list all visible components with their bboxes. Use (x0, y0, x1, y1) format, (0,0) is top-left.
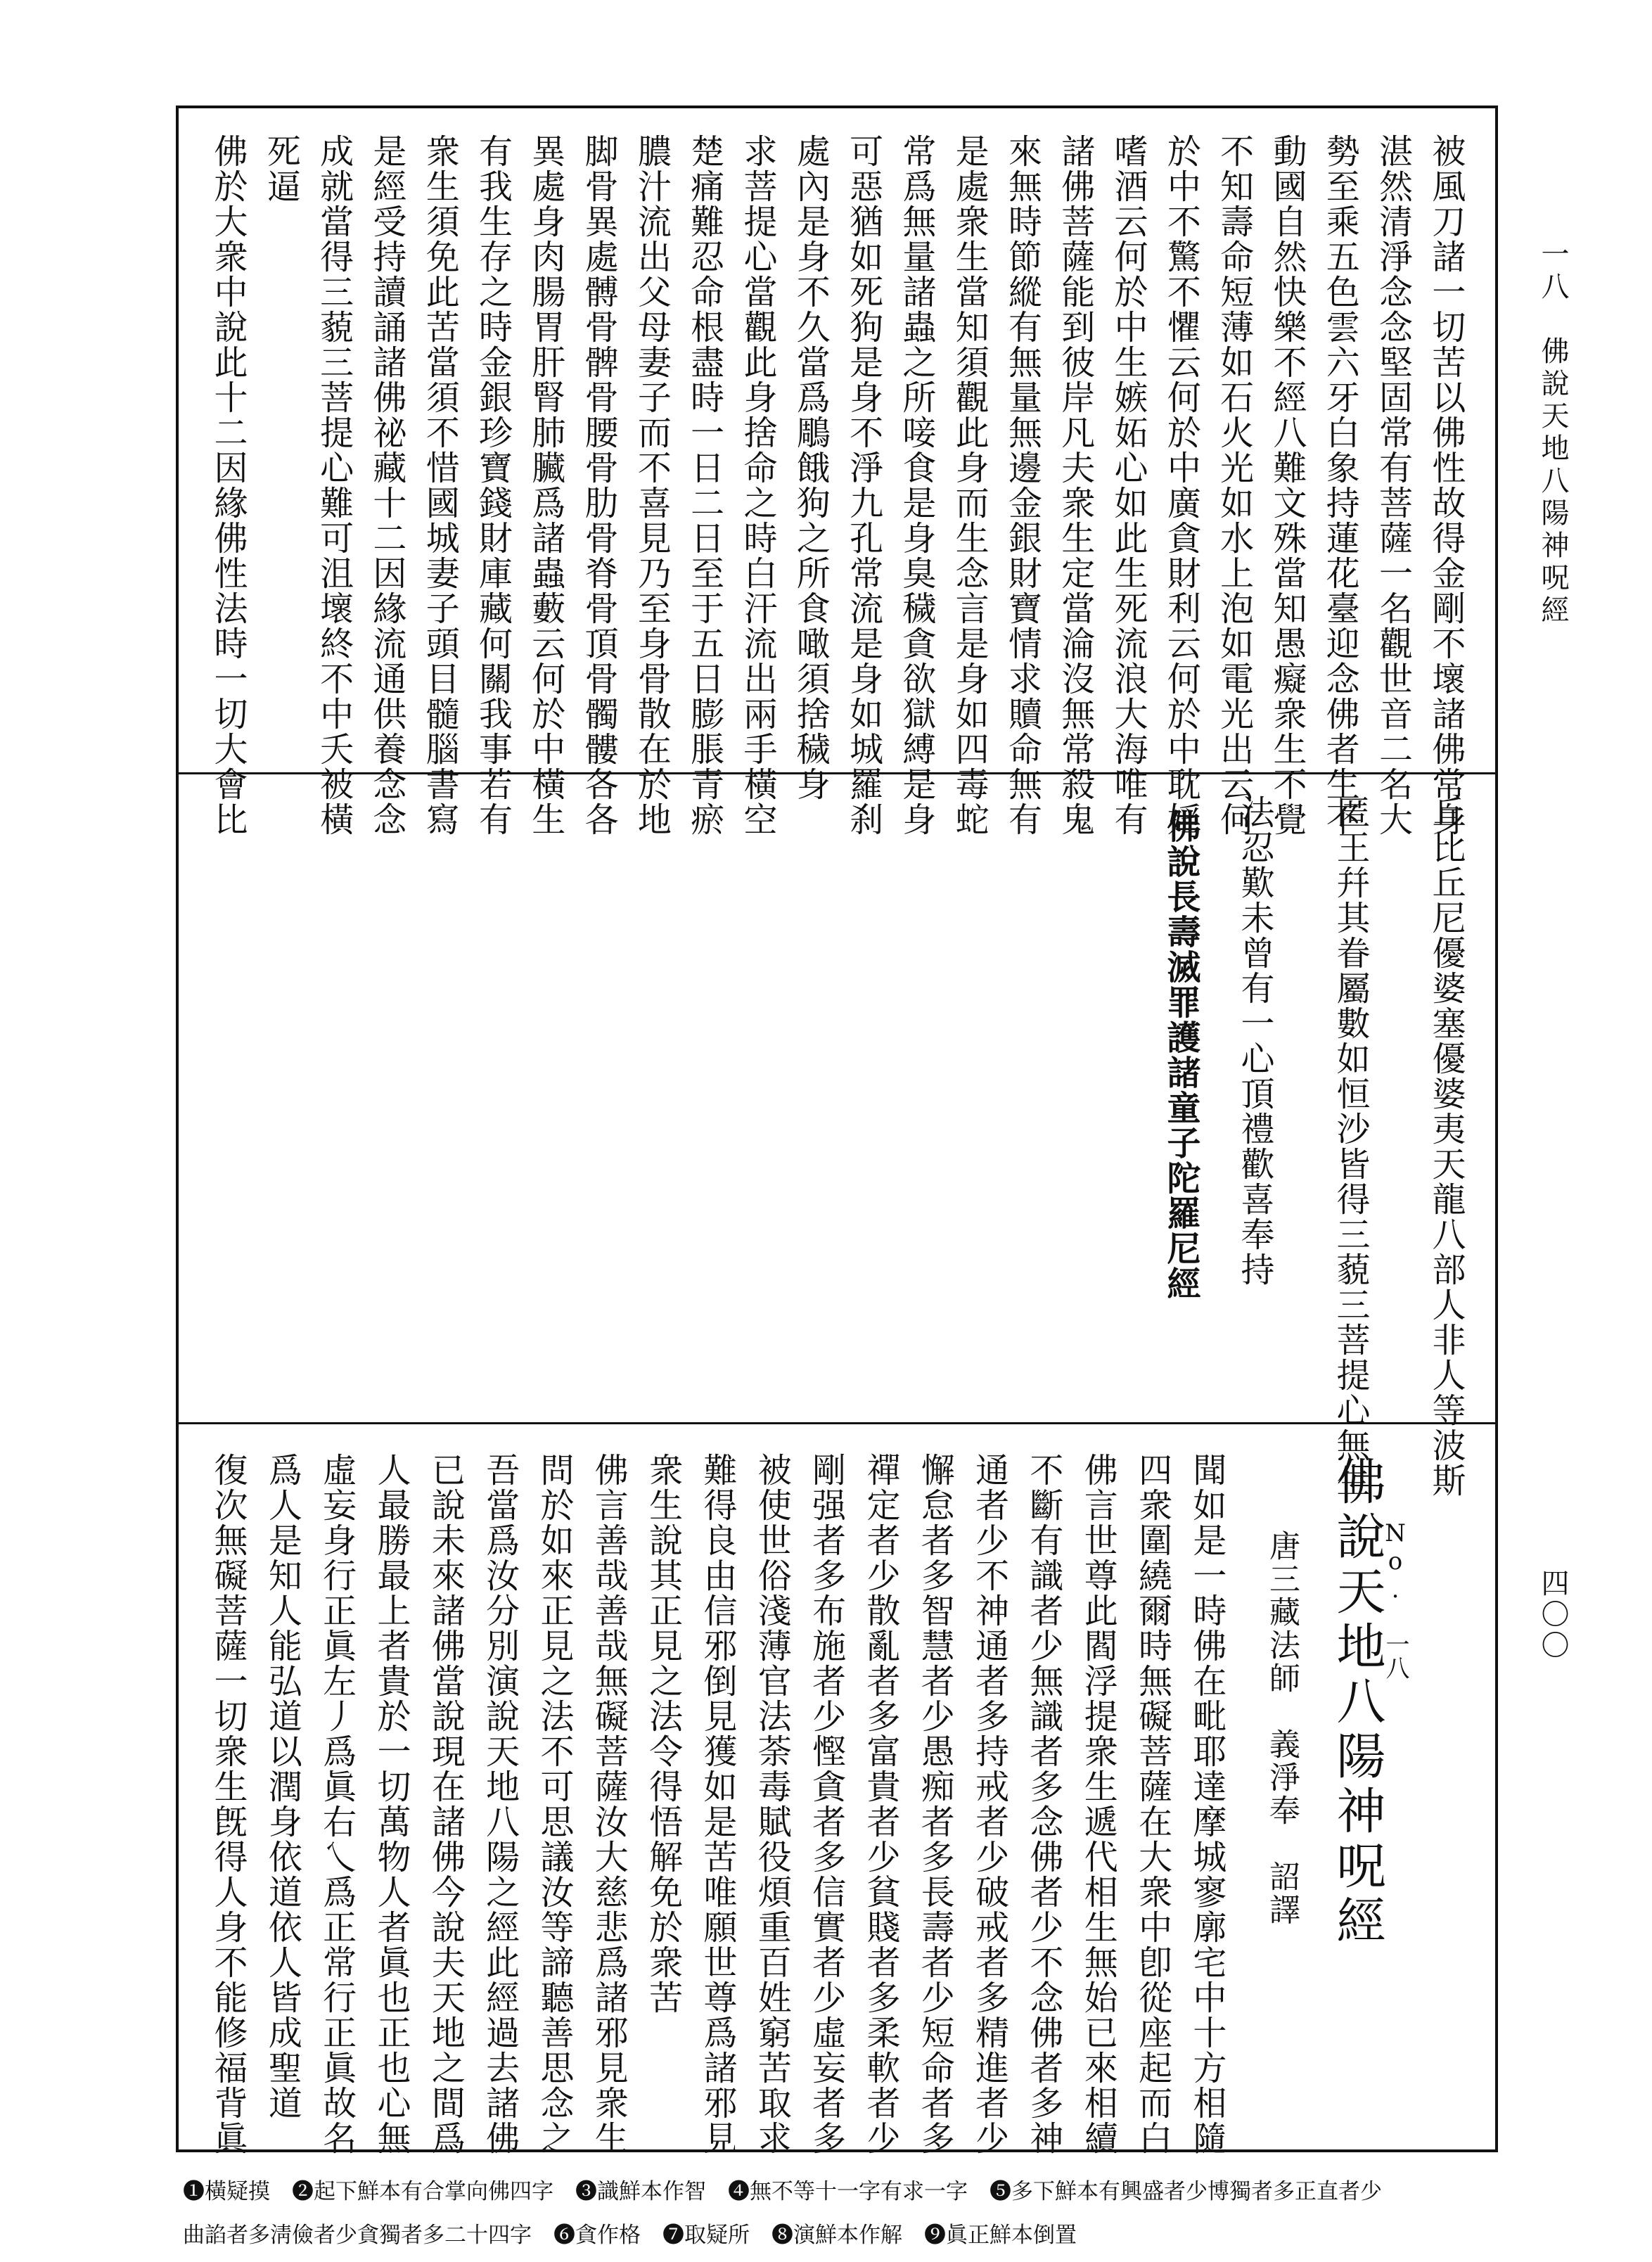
text-column: 復次無礙菩薩一切衆生旣得人身不能修福背眞 (208, 1452, 248, 2156)
text-column: 法忍歎未曾有一心頂禮歡喜奉持 (1235, 795, 1274, 1287)
text-column: 勢至乘五色雲六牙白象持蓮花臺迎念佛者生不 (1320, 134, 1360, 837)
text-column: 難得良由信邪倒見獲如是苦唯願世尊爲諸邪見 (697, 1452, 737, 2156)
text-column: 衆生說其正見之法令得悟解免於衆苦 (643, 1452, 683, 2015)
footnote-line-2: 曲諂者多淸儉者少貪獨者多二十四字 ❻貪作格 ❼取疑所 ❽演鮮本作解 ❾眞正鮮本倒置 (183, 2223, 1077, 2248)
text-column: 丘比丘尼優婆塞優婆夷天龍八部人非人等波斯 (1426, 795, 1466, 1498)
text-column: 禪定者少散亂者多富貴者少貧賤者多柔軟者少 (860, 1452, 900, 2156)
text-column: 處內是身不久當爲鵰餓狗之所食噉須捨穢身 (790, 134, 831, 802)
text-column: 懈怠者多智慧者少愚痴者多長壽者少短命者多 (915, 1452, 955, 2156)
text-column: 動國自然快樂不經八難文殊當知愚癡衆生不覺 (1267, 134, 1307, 837)
lower-text-section (208, 1452, 1227, 2156)
text-column: 成就當得三藐三菩提心難可沮壞終不中夭被橫 (314, 134, 354, 837)
upper-text-section (208, 134, 1466, 837)
text-column: 衆生須免此苦當須不惜國城妻子頭目髓腦書寫 (420, 134, 460, 837)
text-column: 人最勝最上者貴於一切萬物人者眞也正也心無 (371, 1452, 411, 2156)
text-column: 剛强者多布施者少慳貪者多信實者少虛妄者多 (806, 1452, 846, 2156)
text-column: 不斷有識者少無識者多念佛者少不念佛者多神 (1023, 1452, 1063, 2156)
text-column: 諸佛菩薩能到彼岸凡夫衆生定當淪沒無常殺鬼 (1055, 134, 1095, 837)
text-column: 虛妄身行正眞左丿爲眞右乀爲正常行正眞故名 (316, 1452, 357, 2156)
text-column: 楚痛難忍命根盡時一日二日至于五日膨脹青瘀 (684, 134, 724, 837)
text-column: 脚骨異處髆骨髀骨腰骨肋骨脊骨頂骨髑髏各各 (579, 134, 619, 837)
text-column: 聞如是一時佛在毗耶達摩城寥廓宅中十方相隨 (1186, 1452, 1227, 2156)
text-column: 四衆圍繞爾時無礙菩薩在大衆中卽從座起而白 (1132, 1452, 1172, 2156)
text-column: 被使世俗淺薄官法荼毒賦役煩重百姓窮苦取求 (752, 1452, 792, 2156)
middle-sutra-title: 佛說長壽滅罪護諸童子陀羅尼經 (1161, 809, 1200, 1301)
sutra-number: No. 一八 (1381, 1519, 1409, 1680)
text-column: 來無時節縱有無量無邊金銀財寶情求贖命無有 (1002, 134, 1042, 837)
text-column: 不知壽命短薄如石火光如水上泡如電光出云何 (1214, 134, 1254, 837)
text-column: 已說未來諸佛當說現在諸佛今說夫天地之間爲 (425, 1452, 466, 2156)
footnote-line-1: ❶橫疑摸 ❷起下鮮本有合掌向佛四字 ❸識鮮本作智 ❹無不等十一字有求一字 ❺多下鮮本有興盛者少博獨者多正直者少 (183, 2179, 1382, 2204)
text-column: 通者少不神通者多持戒者少破戒者多精進者少 (969, 1452, 1009, 2156)
text-column: 異處身肉腸胃肝腎肺臟爲諸蟲藪云何於中橫生 (525, 134, 565, 837)
text-column: 於中不驚不懼云何於中廣貪財利云何於中耽婬 (1161, 134, 1201, 837)
text-column: 被風刀諸一切苦以佛性故得金剛不壞諸佛常身 (1426, 134, 1466, 837)
running-header: 一八 佛說天地八陽神呪經 (1537, 239, 1569, 627)
text-column: 問於如來正見之法不可思議汝等諦聽善思念之 (534, 1452, 574, 2156)
text-column: 是經受持讀誦諸佛祕藏十二因緣流通供養念念 (366, 134, 406, 837)
translator-line: 唐三藏法師 義淨奉 詔譯 (1264, 1530, 1300, 1926)
text-column: 佛言善哉善哉無礙菩薩汝大慈悲爲諸邪見衆生 (589, 1452, 629, 2156)
text-column: 吾當爲汝分別演說天地八陽之經此經過去諸佛 (480, 1452, 520, 2156)
text-column: 有我生存之時金銀珍寶錢財庫藏何關我事若有 (473, 134, 513, 837)
lower-sutra-title: 佛說天地八陽神呪經 (1328, 1456, 1386, 1950)
text-column: 匿王幷其眷屬數如恒沙皆得三藐三菩提心無生 (1331, 795, 1370, 1498)
text-column: 死逼 (261, 134, 301, 204)
text-column: 爲人是知人能弘道以潤身依道依人皆成聖道 (262, 1452, 302, 2121)
text-column: 佛於大衆中說此十二因緣佛性法時一切大會比 (208, 134, 248, 837)
text-column: 膿汁流出父母妻子而不喜見乃至身骨散在於地 (632, 134, 672, 837)
page-number: 四〇〇 (1537, 1568, 1569, 1661)
text-column: 嗜酒云何於中生嫉妬心如此生死流浪大海唯有 (1108, 134, 1148, 837)
text-column: 可惡猶如死狗是身不淨九孔常流是身如城羅刹 (843, 134, 883, 837)
text-column: 常爲無量諸蟲之所唼食是身臭穢貪欲獄縛是身 (896, 134, 936, 837)
text-column: 是處衆生當知須觀此身而生念言是身如四毒蛇 (949, 134, 990, 837)
middle-text-section (1235, 795, 1466, 1498)
text-column: 佛言世尊此閻浮提衆生遞代相生無始已來相續 (1078, 1452, 1118, 2156)
section-divider-lower (176, 1422, 1498, 1424)
footnotes (183, 2170, 1519, 2257)
text-column: 求菩提心當觀此身捨命之時白汗流出兩手橫空 (737, 134, 777, 837)
text-column: 湛然清淨念念堅固常有菩薩一名觀世音二名大 (1373, 134, 1413, 837)
